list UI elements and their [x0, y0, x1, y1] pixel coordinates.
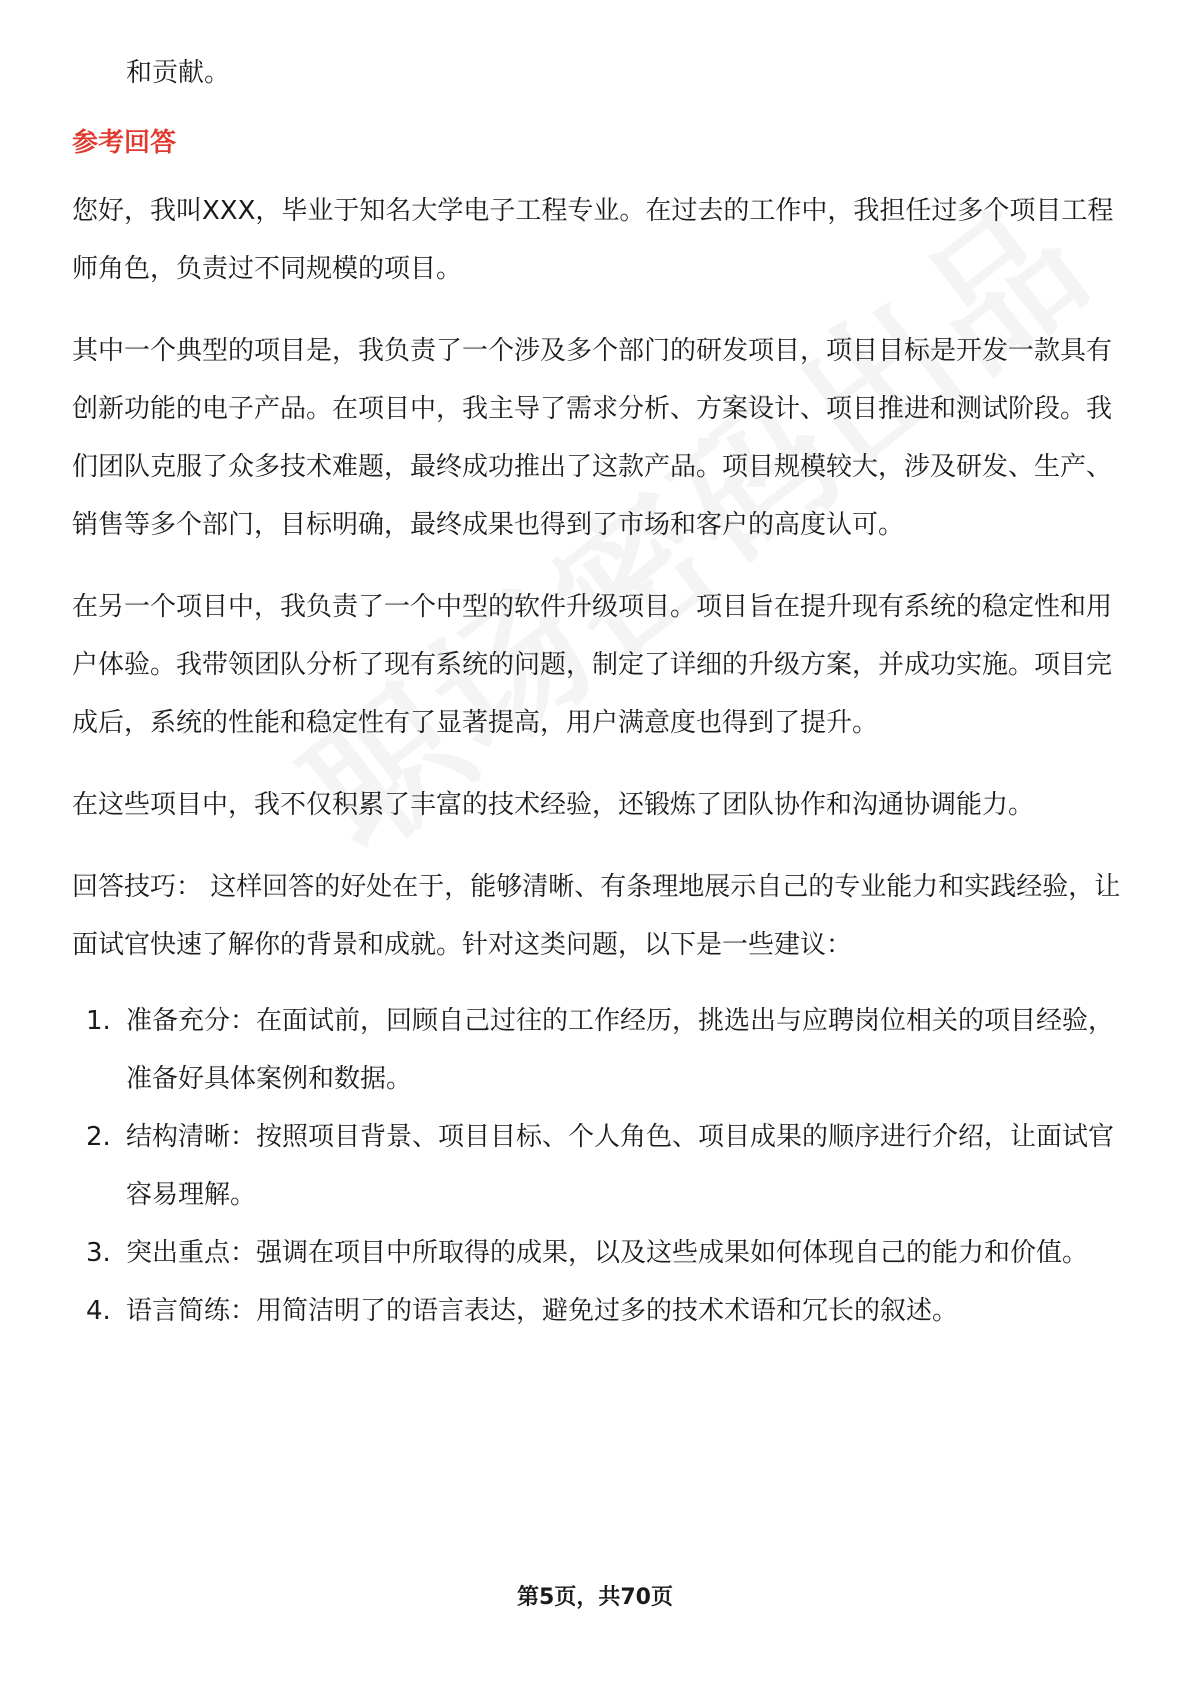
page-content	[72, 44, 1122, 1340]
list-item	[72, 1282, 1122, 1340]
paragraph-tips-intro: 回答技巧： 这样回答的好处在于，能够清晰、有条理地展示自己的专业能力和实践经验，让面试官快速了解你的背景和成就。针对这类问题，以下是一些建议：	[72, 872, 1121, 960]
list-item-text: 结构清晰：按照项目背景、项目目标、个人角色、项目成果的顺序进行介绍，让面试官容易理解。	[126, 1122, 1115, 1210]
list-item	[72, 992, 1122, 1108]
list-item-text: 突出重点：强调在项目中所取得的成果，以及这些成果如何体现自己的能力和价值。	[126, 1238, 1089, 1268]
list-item-number: 2.	[86, 1122, 111, 1152]
section-heading: 参考回答	[72, 128, 177, 158]
paragraph-project-2: 在另一个项目中，我负责了一个中型的软件升级项目。项目旨在提升现有系统的稳定性和用户体验。我带领团队分析了现有系统的问题，制定了详细的升级方案，并成功实施。项目完成后，系统的性能和稳定性有了显著提高，用户满意度也得到了提升。	[72, 592, 1113, 738]
list-item-text: 语言简练：用简洁明了的语言表达，避免过多的技术术语和冗长的叙述。	[126, 1296, 959, 1326]
paragraph-project-1: 其中一个典型的项目是，我负责了一个涉及多个部门的研发项目，项目目标是开发一款具有创新功能的电子产品。在项目中，我主导了需求分析、方案设计、项目推进和测试阶段。我们团队克服了众多技术难题，最终成功推出了这款产品。项目规模较大，涉及研发、生产、销售等多个部门，目标明确，最终成果也得到了市场和客户的高度认可。	[72, 336, 1113, 540]
continuation-text: 和贡献。	[126, 58, 231, 88]
paragraph-intro: 您好，我叫XXX，毕业于知名大学电子工程专业。在过去的工作中，我担任过多个项目工程师角色，负责过不同规模的项目。	[72, 196, 1114, 284]
list-item	[72, 1108, 1122, 1224]
list-item-number: 3.	[86, 1238, 111, 1268]
list-item-number: 1.	[86, 1006, 111, 1036]
list-item-number: 4.	[86, 1296, 111, 1326]
tips-list	[72, 992, 1122, 1340]
page-number-footer: 第5页，共70页	[517, 1585, 673, 1610]
list-item	[72, 1224, 1122, 1282]
list-item-text: 准备充分：在面试前，回顾自己过往的工作经历，挑选出与应聘岗位相关的项目经验，准备好具体案例和数据。	[126, 1006, 1115, 1094]
paragraph-summary: 在这些项目中，我不仅积累了丰富的技术经验，还锻炼了团队协作和沟通协调能力。	[72, 790, 1035, 820]
